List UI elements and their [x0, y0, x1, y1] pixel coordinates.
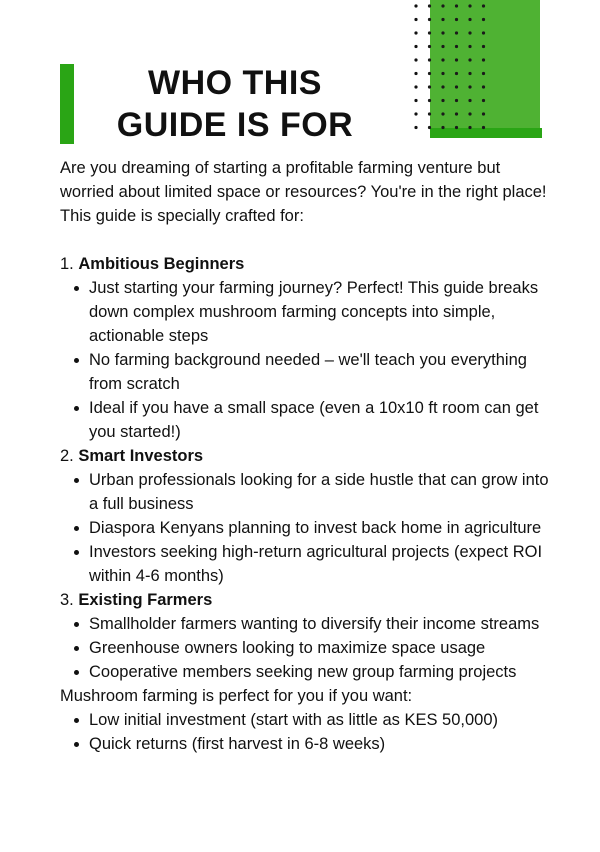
decor-dot: [455, 126, 458, 129]
section-title: Existing Farmers: [78, 591, 213, 609]
decor-dot: [428, 72, 431, 75]
decor-dot: [455, 112, 458, 115]
decor-dot: [414, 18, 417, 21]
section-heading-investors: [60, 444, 550, 468]
decor-dot: [468, 99, 471, 102]
decor-dot: [455, 58, 458, 61]
decor-dot: [428, 58, 431, 61]
decor-dot: [455, 4, 458, 7]
decor-dot: [441, 112, 444, 115]
accent-bar: [60, 64, 74, 144]
decor-dot: [414, 72, 417, 75]
decor-dot: [414, 126, 417, 129]
decor-dot: [482, 31, 485, 34]
list-item: Quick returns (first harvest in 6-8 weeks): [89, 732, 550, 756]
decor-dot: [414, 85, 417, 88]
section-title: Ambitious Beginners: [78, 255, 245, 273]
decor-dot: [468, 126, 471, 129]
decorative-dot-pattern: [410, 0, 542, 140]
list-item: Cooperative members seeking new group farming projects: [89, 660, 550, 684]
decor-dot: [468, 45, 471, 48]
decor-dot: [482, 99, 485, 102]
decor-dot: [455, 72, 458, 75]
list-item: Just starting your farming journey? Perfect! This guide breaks down complex mushroom farming concepts into simple, actionable steps: [89, 276, 550, 348]
decor-dot: [455, 45, 458, 48]
decor-dot: [441, 45, 444, 48]
decor-dot: [468, 85, 471, 88]
page-title: [100, 62, 370, 146]
decor-dot: [428, 112, 431, 115]
decor-dot: [414, 31, 417, 34]
decor-dot: [468, 72, 471, 75]
decor-dot: [468, 58, 471, 61]
section-heading-farmers: [60, 588, 550, 612]
decor-dot: [468, 4, 471, 7]
decor-dot: [441, 18, 444, 21]
decor-dot: [414, 58, 417, 61]
section-title: Smart Investors: [78, 447, 204, 465]
decor-dot: [428, 85, 431, 88]
decor-dot: [441, 4, 444, 7]
decor-dot: [482, 45, 485, 48]
decor-dot: [428, 99, 431, 102]
decor-dot: [441, 72, 444, 75]
decor-dot: [468, 112, 471, 115]
decor-dot: [482, 18, 485, 21]
decor-dot: [482, 4, 485, 7]
decor-green-strip: [430, 128, 542, 138]
decor-dot: [441, 58, 444, 61]
title-line-1: WHO THIS: [148, 64, 322, 102]
decor-dot: [468, 18, 471, 21]
section-number: 1.: [60, 255, 74, 273]
list-item: Diaspora Kenyans planning to invest back home in agriculture: [89, 516, 550, 540]
section-number: 3.: [60, 591, 74, 609]
intro-paragraph: Are you dreaming of starting a profitable farming venture but worried about limited space or resources? You're in the right place! This guide is specially crafted for:: [60, 159, 547, 225]
main-content: [60, 156, 550, 756]
decor-dot: [482, 112, 485, 115]
decor-dot: [441, 99, 444, 102]
decor-dot: [428, 45, 431, 48]
decor-dot: [468, 31, 471, 34]
decor-dot: [482, 85, 485, 88]
list-item: Greenhouse owners looking to maximize space usage: [89, 636, 550, 660]
decor-dot: [428, 18, 431, 21]
decor-dot: [441, 31, 444, 34]
closing-lead: Mushroom farming is perfect for you if you want:: [60, 687, 413, 705]
list-item: Ideal if you have a small space (even a 10x10 ft room can get you started!): [89, 396, 550, 444]
list-item: Investors seeking high-return agricultural projects (expect ROI within 4-6 months): [89, 540, 550, 588]
decor-dot: [414, 112, 417, 115]
closing-list: [60, 708, 550, 756]
section-list-beginners: [60, 276, 550, 444]
decor-dot: [414, 45, 417, 48]
decor-dot: [482, 126, 485, 129]
title-line-2: GUIDE IS FOR: [116, 106, 354, 144]
decor-dot: [428, 126, 431, 129]
section-list-farmers: [60, 612, 550, 684]
decor-dot: [428, 31, 431, 34]
decor-dot: [414, 4, 417, 7]
decor-dot: [414, 99, 417, 102]
section-list-investors: [60, 468, 550, 588]
decor-dot: [441, 85, 444, 88]
decor-dot: [441, 126, 444, 129]
decor-dot: [455, 31, 458, 34]
decor-dot: [455, 99, 458, 102]
list-item: No farming background needed – we'll teach you everything from scratch: [89, 348, 550, 396]
decor-dot: [482, 72, 485, 75]
list-item: Low initial investment (start with as little as KES 50,000): [89, 708, 550, 732]
decor-dot: [428, 4, 431, 7]
decor-dot: [455, 18, 458, 21]
section-number: 2.: [60, 447, 74, 465]
decor-dot: [455, 85, 458, 88]
decor-dot: [482, 58, 485, 61]
section-heading-beginners: [60, 252, 550, 276]
list-item: Urban professionals looking for a side hustle that can grow into a full business: [89, 468, 550, 516]
list-item: Smallholder farmers wanting to diversify their income streams: [89, 612, 550, 636]
